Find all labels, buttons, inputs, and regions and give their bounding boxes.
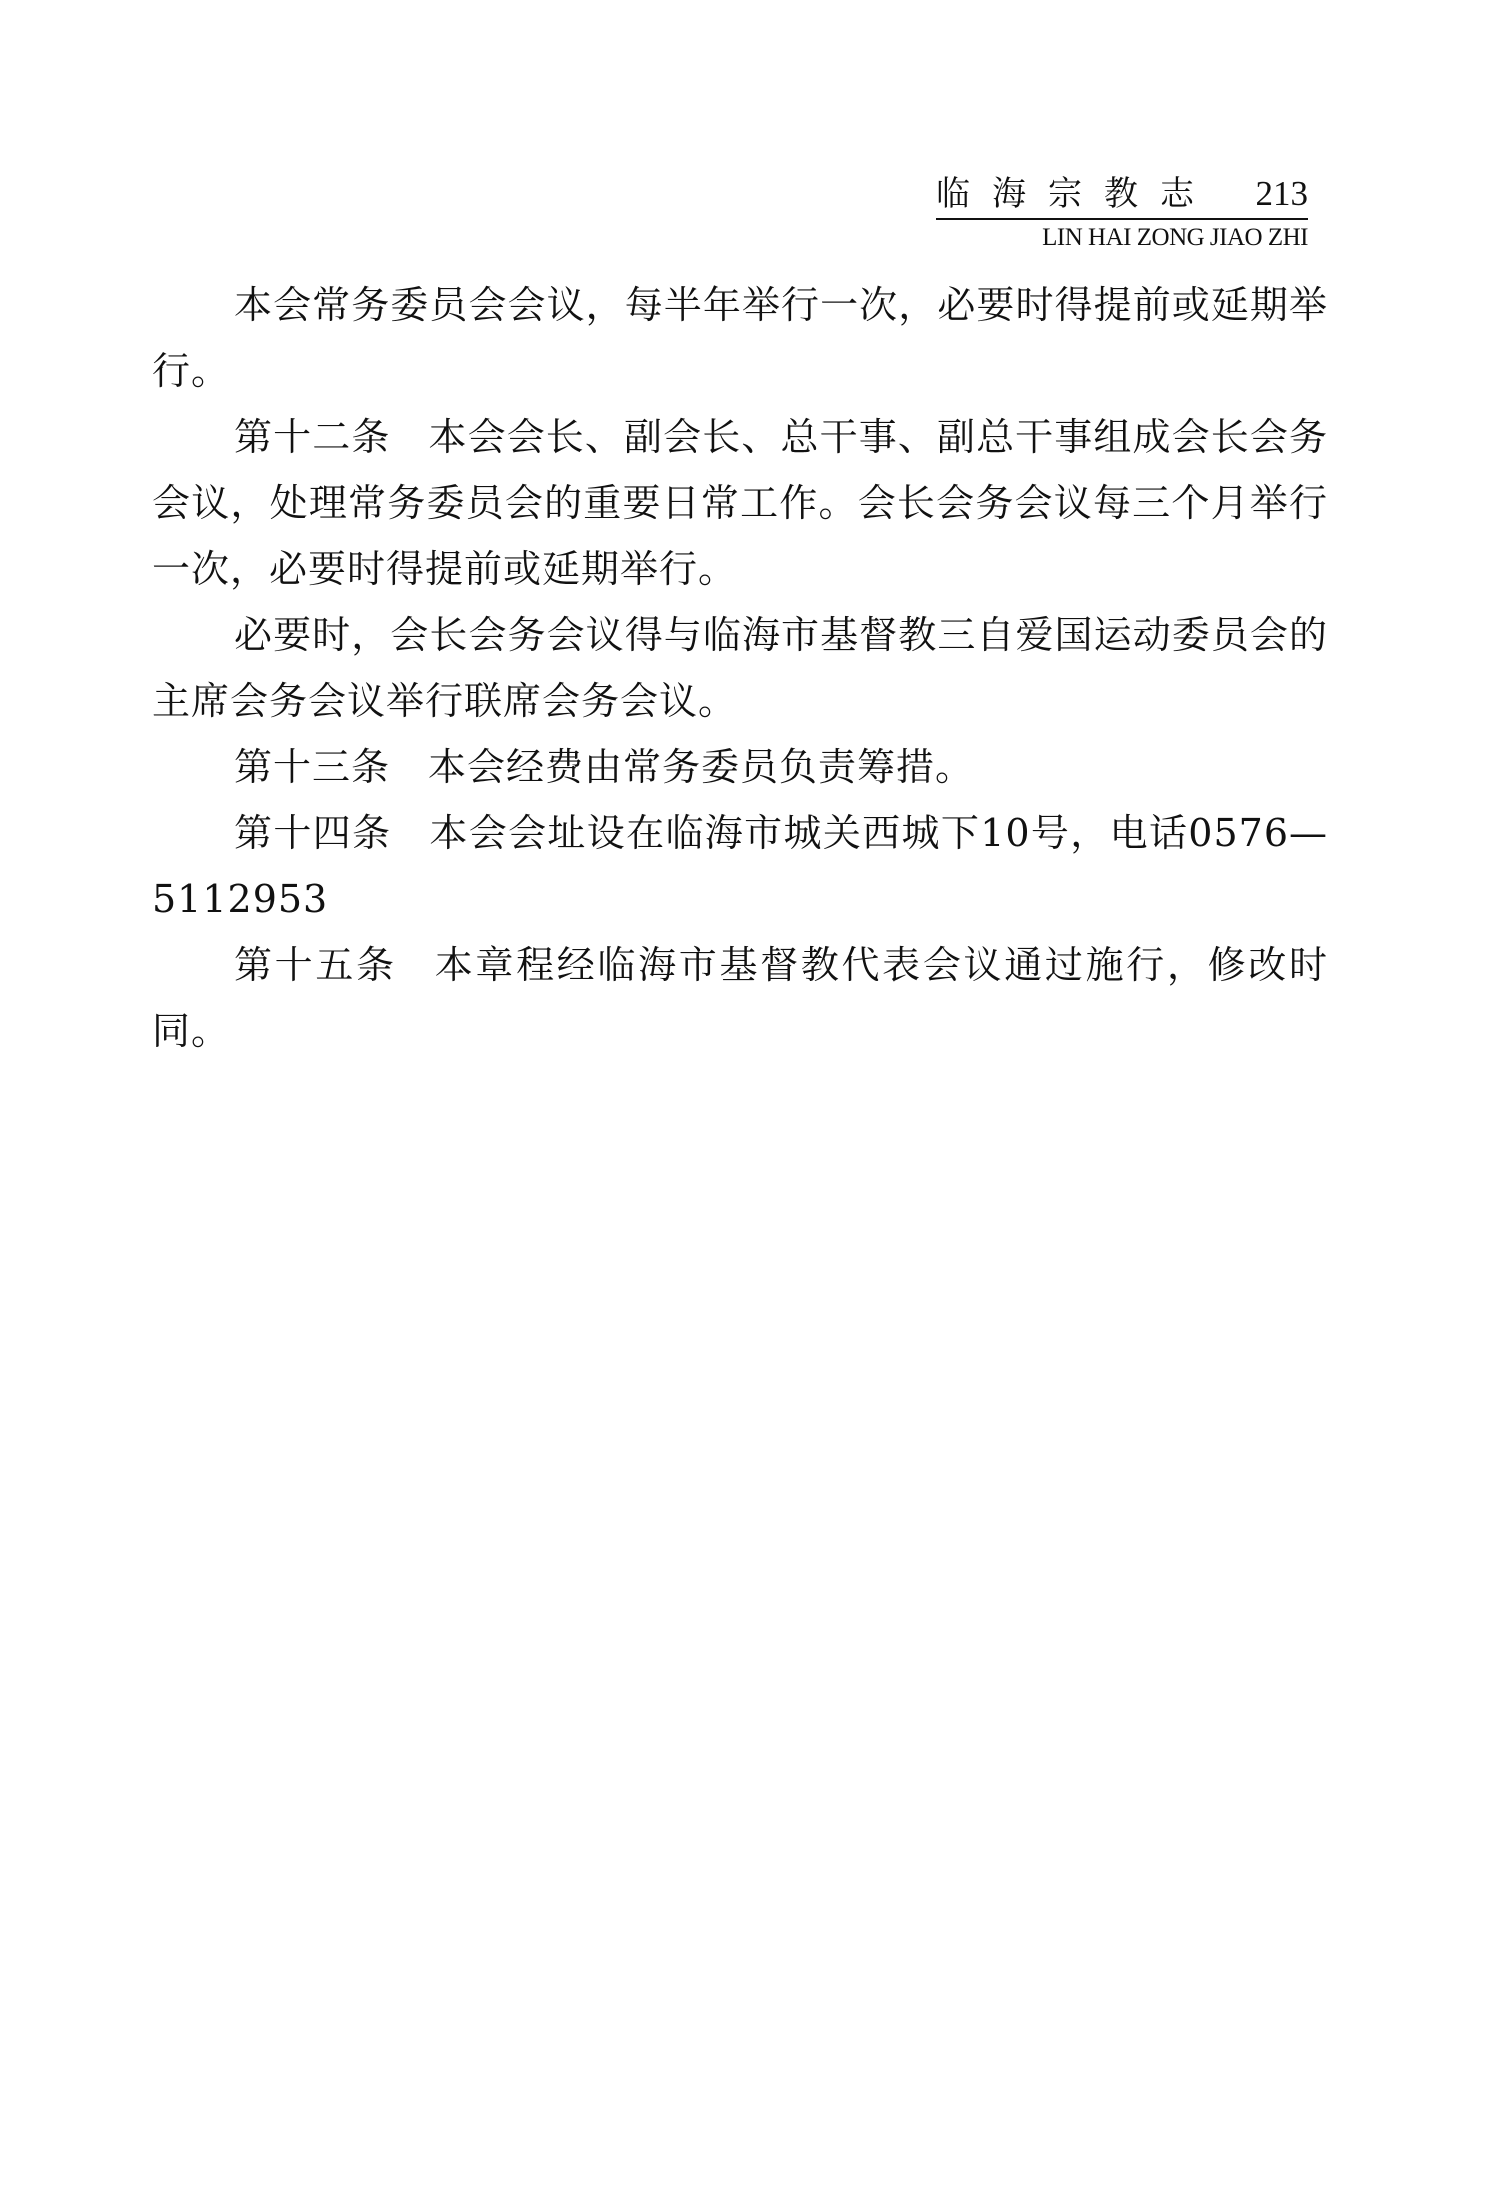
article-13 (152, 734, 1328, 800)
article-label: 第十三条 (234, 745, 391, 789)
book-title-pinyin: LIN HAI ZONG JIAO ZHI (1042, 224, 1308, 251)
paragraph-text: 本会常务委员会会议，每半年举行一次，必要时得提前或延期举行。 (152, 283, 1328, 393)
article-12 (152, 404, 1328, 602)
body-text (152, 272, 1328, 1064)
article-14 (152, 800, 1328, 932)
article-text: 本会会长、副会长、总干事、副总干事组成会长会务会议，处理常务委员会的重要日常工作。会长会务会议每三个月举行一次，必要时得提前或延期举行。 (152, 415, 1328, 591)
paragraph-text: 必要时，会长会务会议得与临海市基督教三自爱国运动委员会的主席会务会议举行联席会务会议。 (152, 613, 1328, 723)
paragraph-3 (152, 602, 1328, 734)
article-text: 本会会址设在临海市城关西城下10号，电话0576—5112953 (152, 811, 1328, 921)
article-label: 第十五条 (234, 943, 397, 987)
header-title-row (936, 174, 1308, 214)
running-header (936, 174, 1308, 253)
article-15 (152, 932, 1328, 1064)
article-text: 本章程经临海市基督教代表会议通过施行，修改时同。 (152, 943, 1328, 1053)
book-title: 临海宗教志 (936, 174, 1216, 214)
header-rule (936, 218, 1308, 220)
article-text: 本会经费由常务委员负责筹措。 (428, 745, 975, 789)
page-number: 213 (1255, 174, 1308, 213)
paragraph-1 (152, 272, 1328, 404)
article-label: 第十二条 (234, 415, 391, 459)
article-label: 第十四条 (234, 811, 392, 855)
